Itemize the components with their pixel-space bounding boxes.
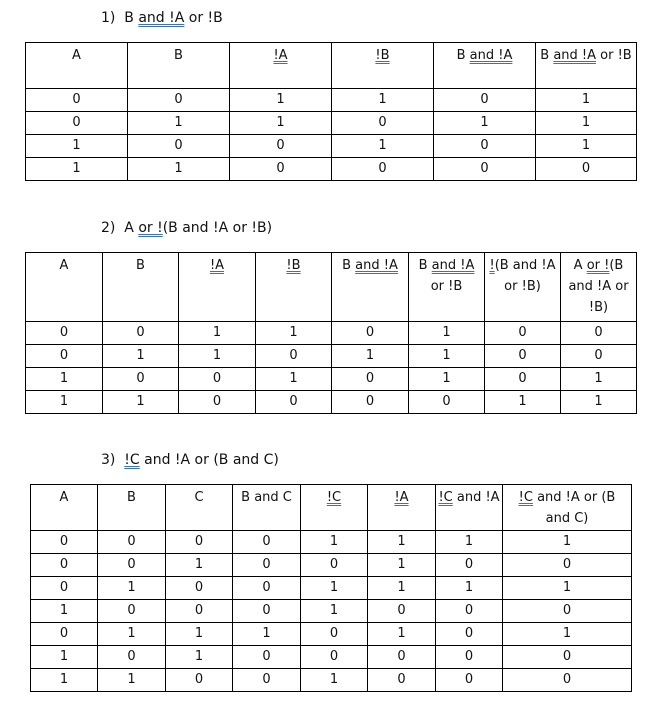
table-row [31,554,632,577]
table-cell: 0 [503,554,632,577]
column-header [434,43,536,89]
text-segment: B [124,10,139,26]
table-cell: 1 [179,322,256,345]
text-segment: !C [438,490,453,505]
text-segment: !C [518,490,533,505]
column-header [166,485,233,531]
table-cell: 0 [233,600,301,623]
table-cell: 1 [230,89,332,112]
table-cell: 1 [332,89,434,112]
header-row [31,485,632,531]
table-cell: 0 [536,158,637,181]
table-cell: 1 [103,345,179,368]
text-segment: C [194,490,204,505]
text-segment: !C [124,452,140,468]
table-cell: 0 [436,600,503,623]
table-cell: 1 [368,554,436,577]
table-cell: 0 [103,368,179,391]
table-row [26,391,637,414]
column-header [26,253,103,322]
table-cell: 1 [436,577,503,600]
text-segment: and !A or (B and C) [532,490,616,526]
text-segment: (B and !A or !B) [494,258,556,294]
table-cell: 0 [434,135,536,158]
table-cell: 0 [503,669,632,692]
table-cell: 1 [368,577,436,600]
table-cell: 0 [26,322,103,345]
table-cell: 1 [332,135,434,158]
text-segment: !A [273,48,288,63]
column-header [26,43,128,89]
table-cell: 1 [31,669,98,692]
table-row [26,135,637,158]
table-cell: 0 [332,391,409,414]
text-segment: or !B [596,48,632,63]
text-segment: B [456,48,470,63]
table-cell: 1 [166,623,233,646]
table-cell: 1 [166,646,233,669]
table-cell: 0 [166,577,233,600]
table-cell: 1 [31,600,98,623]
table-cell: 0 [436,623,503,646]
table-row [31,623,632,646]
text-segment: B [136,258,145,273]
table-cell: 0 [409,391,485,414]
table-cell: 0 [503,600,632,623]
text-segment: A [72,48,81,63]
column-header [233,485,301,531]
table-row [26,368,637,391]
header-row [26,43,637,89]
table-cell: 0 [301,623,368,646]
table-cell: 1 [561,391,637,414]
table-cell: 0 [368,669,436,692]
table-cell: 0 [332,368,409,391]
column-header [368,485,436,531]
table-cell: 0 [26,112,128,135]
table-cell: 0 [128,89,230,112]
table-cell: 1 [503,531,632,554]
column-header [436,485,503,531]
table-cell: 1 [503,577,632,600]
section-2-number: 2) [101,220,116,236]
text-segment: and !A [355,258,398,273]
table-cell: 1 [98,669,166,692]
section-3-heading [101,452,279,468]
table-cell: 1 [233,623,301,646]
table-cell: 0 [179,391,256,414]
column-header [256,253,332,322]
section-3-title [124,452,279,468]
section-1-number: 1) [101,10,116,26]
table-cell: 1 [103,391,179,414]
table-cell: 0 [98,554,166,577]
table-cell: 0 [31,577,98,600]
text-segment: !A [209,258,225,273]
table-cell: 0 [561,322,637,345]
column-header [561,253,637,322]
table-cell: 0 [301,554,368,577]
table-row [26,158,637,181]
text-segment: or ! [138,220,163,236]
column-header [31,485,98,531]
column-header [98,485,166,531]
table-cell: 0 [332,158,434,181]
text-segment: B [342,258,356,273]
table-cell: 0 [368,600,436,623]
truth-table-1 [25,42,637,181]
section-1-title [124,10,223,26]
text-segment: and !A [138,10,185,26]
text-segment: and !A [469,48,513,63]
text-segment: B [540,48,554,63]
text-segment: or !B [430,279,463,294]
table-cell: 0 [166,600,233,623]
text-segment: ! [489,258,495,273]
table-cell: 1 [256,368,332,391]
table-cell: 1 [26,391,103,414]
text-segment: B [174,48,183,63]
table-cell: 1 [561,368,637,391]
table-cell: 0 [233,669,301,692]
table-cell: 0 [31,623,98,646]
table-row [26,345,637,368]
table-cell: 1 [436,531,503,554]
table-cell: 0 [503,646,632,669]
table-cell: 1 [179,345,256,368]
table-cell: 1 [368,623,436,646]
table-cell: 0 [179,368,256,391]
section-1-heading [101,10,223,26]
header-row [26,253,637,322]
table-cell: 0 [233,531,301,554]
text-segment: A [59,490,69,505]
table-row [26,89,637,112]
text-segment: and !A [553,48,597,63]
column-header [332,253,409,322]
text-segment: A [59,258,69,273]
table-cell: 1 [301,531,368,554]
section-2-heading [101,220,272,236]
table-cell: 0 [332,322,409,345]
table-row [31,531,632,554]
table-cell: 1 [301,577,368,600]
table-cell: 1 [128,112,230,135]
column-header [536,43,637,89]
table-cell: 0 [233,646,301,669]
table-cell: 0 [434,158,536,181]
column-header [128,43,230,89]
table-row [26,112,637,135]
text-segment: A [124,220,139,236]
table-cell: 0 [98,531,166,554]
text-segment: or !B [184,10,223,26]
table-cell: 0 [485,322,561,345]
table-cell: 1 [503,623,632,646]
table-cell: 1 [256,322,332,345]
table-cell: 0 [230,158,332,181]
table-cell: 1 [409,345,485,368]
column-header [179,253,256,322]
table-cell: 1 [409,322,485,345]
text-segment: !B [286,258,301,273]
table-cell: 0 [98,646,166,669]
table-cell: 0 [332,112,434,135]
table-cell: 0 [434,89,536,112]
table-cell: 0 [368,646,436,669]
column-header [332,43,434,89]
text-segment: (B and !A or !B) [568,258,629,315]
table-cell: 1 [368,531,436,554]
truth-table-3 [30,484,632,692]
table-cell: 0 [230,135,332,158]
column-header [503,485,632,531]
text-segment: or ! [586,258,610,273]
table-cell: 1 [128,158,230,181]
text-segment: and !A [431,258,475,273]
column-header [230,43,332,89]
table-cell: 1 [26,368,103,391]
text-segment: !A [394,490,409,505]
table-row [31,577,632,600]
table-cell: 1 [301,600,368,623]
table-cell: 0 [436,669,503,692]
text-segment: B and C [241,490,292,505]
table-cell: 0 [436,646,503,669]
table-cell: 1 [536,112,637,135]
table-cell: 0 [166,531,233,554]
table-cell: 1 [31,646,98,669]
column-header [485,253,561,322]
table-cell: 1 [301,669,368,692]
text-segment: and !A [452,490,500,505]
table-cell: 1 [230,112,332,135]
table-cell: 0 [98,600,166,623]
table-cell: 0 [233,554,301,577]
text-segment: A [573,258,587,273]
table-cell: 1 [485,391,561,414]
table-cell: 1 [332,345,409,368]
table-cell: 1 [98,577,166,600]
table-cell: 0 [31,554,98,577]
table-cell: 1 [166,554,233,577]
table-cell: 0 [256,391,332,414]
table-cell: 1 [26,135,128,158]
table-cell: 1 [98,623,166,646]
table-cell: 0 [26,345,103,368]
text-segment: (B and !A or !B) [162,220,273,236]
table-cell: 1 [434,112,536,135]
text-segment: !B [375,48,390,63]
table-cell: 0 [128,135,230,158]
text-segment: B [127,490,136,505]
text-segment: B [418,258,432,273]
table-cell: 0 [301,646,368,669]
table-cell: 1 [536,89,637,112]
section-3-number: 3) [101,452,116,468]
table-cell: 1 [26,158,128,181]
table-cell: 0 [166,669,233,692]
table-cell: 0 [233,577,301,600]
table-cell: 0 [436,554,503,577]
column-header [103,253,179,322]
table-row [31,646,632,669]
table-cell: 0 [31,531,98,554]
column-header [409,253,485,322]
table-cell: 0 [256,345,332,368]
text-segment: and !A or (B and C) [139,452,279,468]
table-cell: 0 [561,345,637,368]
table-row [31,669,632,692]
table-row [31,600,632,623]
table-cell: 0 [485,368,561,391]
section-2-title [124,220,272,236]
table-cell: 1 [409,368,485,391]
table-cell: 0 [103,322,179,345]
table-cell: 1 [536,135,637,158]
table-row [26,322,637,345]
table-cell: 0 [485,345,561,368]
text-segment: !C [326,490,342,505]
truth-table-2 [25,252,637,414]
table-cell: 0 [26,89,128,112]
column-header [301,485,368,531]
